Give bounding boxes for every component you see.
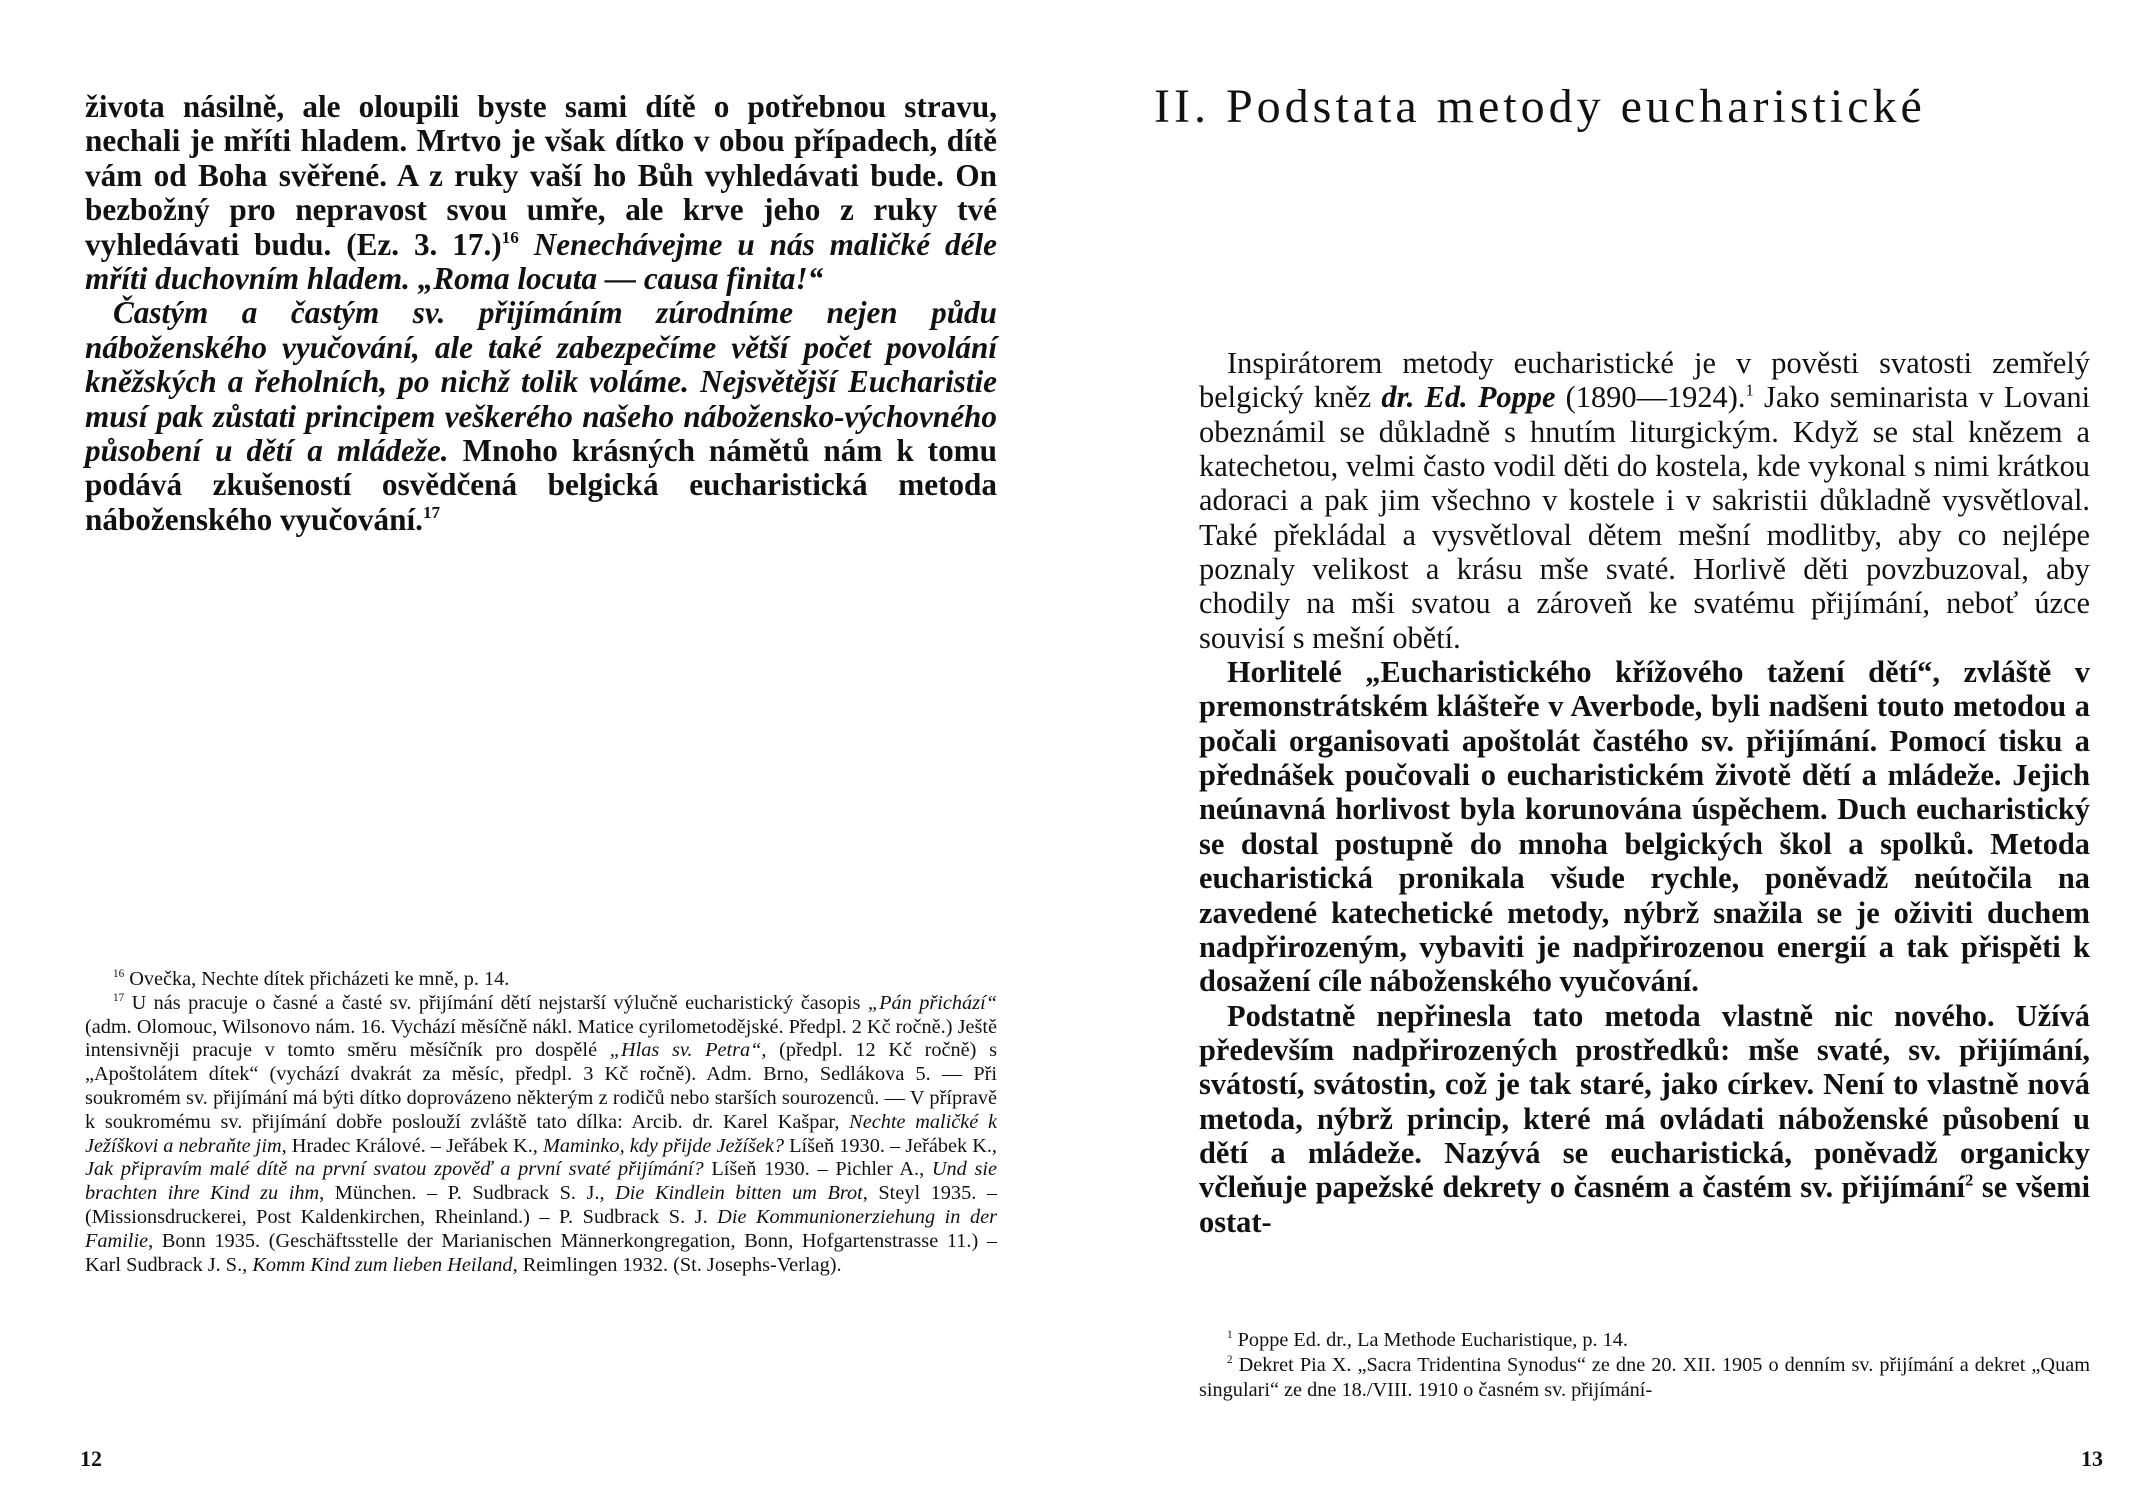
right-paragraph-3: Podstatně nepřinesla tato metoda vlastně nic nového. Užívá především nadpřirozených prostředků: mše svaté, sv. přijímání, svátostí, svátostin, což je tak staré, jako církev. Není to vlastně nová metoda, nýbrž princip, které má ovládati náboženské působení u dětí a mládeže. Nazývá se eucharistická, poněvadž organicky včleňuje papežské dekrety o časném a častém sv. přijímání$^2$ se všemi ostat- xyxy=(1199,998,2091,1239)
right-paragraph-1: Inspirátorem metody eucharistické je v pověsti svatosti zemřelý belgický kněz dr. Ed. Poppe (1890—1924).$^1$ Jako seminarista v Lovani obeznámil se důkladně s hnutím liturgickým. Když se stal knězem a katechetou, velmi často vodil děti do kostela, kde vykonal s nimi krátkou adoraci a pak jim všechno v kostele i v sakristii důkladně vysvětloval. Také překládal a vysvětloval dětem mešní modlitby, aby co nejlépe poznaly velikost a krásu mše svaté. Horlivě děti povzbuzoval, aby chodily na mši svatou a zároveň ke svatému přijímání, neboť úzce souvisí s mešní obětí. xyxy=(1199,346,2091,655)
footnote-16: $^{16}$ Ovečka, Nechte dítek přicházeti ke mně, p. 14. xyxy=(113,968,510,990)
right-page xyxy=(1069,0,2138,1500)
right-footnotes xyxy=(1199,1328,2090,1403)
footnote-17: $^{17}$ U nás pracuje o časné a časté sv. přijímání dětí nejstarší výlučně eucharistický časopis „Pán přichází“ (adm. Olomouc, Wilsonovo nám. 16. Vychází měsíčně nákl. Matice cyrilometodějské. Předpl. 2 Kč ročně.) Ještě intensivněji pracuje v tomto směru měsíčník pro dospělé „Hlas sv. Petra“, (předpl. 12 Kč ročně) s „Apoštolátem dítek“ (vychází dvakrát za měsíc, předpl. 3 Kč ročně). Adm. Brno, Sedlákova 5. — Při soukromém sv. přijímání má býti dítko doprovázeno některým z rodičů nebo starších sourozenců. — V přípravě k soukromému sv. přijímání dobře poslouží zvláště tato dílka: Arcib. dr. Karel Kašpar, Nechte maličké k Ježíškovi a nebraňte jim, Hradec Králové. – Jeřábek K., Maminko, kdy přijde Ježíšek? Líšeň 1930. – Jeřábek K., Jak připravím malé dítě na první svatou zpověď a první svaté přijímání? Líšeň 1930. – Pichler A., Und sie brachten ihre Kind zu ihm, München. – P. Sudbrack S. J., Die Kindlein bitten um Brot, Steyl 1935. – (Missionsdruckerei, Post Kaldenkirchen, Rheinland.) – P. Sudbrack S. J. Die Kommunionerziehung in der Familie, Bonn 1935. (Geschäftsstelle der Marianischen Männerkongregation, Bonn, Hofgartenstrasse 11.) – Karl Sudbrack J. S., Komm Kind zum lieben Heiland, Reimlingen 1932. (St. Josephs-Verlag). xyxy=(85,991,998,1276)
left-body-text xyxy=(85,90,997,537)
footnote-2: $^2$ Dekret Pia X. „Sacra Tridentina Synodus“ ze dne 20. XII. 1905 o denním sv. přijímání a dekret „Quam singulari“ ze dne 18./VIII. 1910 o časném sv. přijímání- xyxy=(1199,1354,2090,1401)
page-number-left: 12 xyxy=(80,1446,102,1471)
page-number-right: 13 xyxy=(2081,1446,2103,1471)
right-paragraph-2: Horlitelé „Eucharistického křížového tažení dětí“, zvláště v premonstrátském klášteře v Averbode, byli nadšeni touto metodou a počali organisovati apoštolát častého sv. přijímání. Pomocí tisku a přednášek poučovali o eucharistickém životě dětí a mládeže. Jejich neúnavná horlivost byla korunována úspěchem. Duch eucharistický se dostal postupně do mnoha belgických škol a spolků. Metoda eucharistická pronikala všude rychle, poněvadž neútočila na zavedené katechetické metody, nýbrž snažila se je oživiti duchem nadpřirozeným, vybaviti je nadpřirozenou energií a tak přispěti k dosažení cíle náboženského vyučování. xyxy=(1199,655,2090,999)
left-footnotes xyxy=(85,968,997,1277)
left-paragraph-2: Častým a častým sv. přijímáním zúrodníme nejen půdu náboženského vyučování, ale také zabezpečíme větší počet povolání kněžských a řeholních, po nichž tolik voláme. Nejsvětější Eucharistie musí pak zůstati principem veškerého našeho nábožensko-výchovného působení u dětí a mládeže. Mnoho krásných námětů nám k tomu podává zkušeností osvědčená belgická eucharistická metoda náboženského vyučování.$^{17}$ xyxy=(85,295,997,537)
chapter-title: II. Podstata metody eucharistické xyxy=(1154,80,1926,133)
left-paragraph-1: života násilně, ale oloupili byste sami dítě o potřebnou stravu, nechali je mříti hladem. Mrtvo je však dítko v obou případech, dítě vám od Boha svěřené. A z ruky vaší ho Bůh vyhledávati bude. On bezbožný pro nepravost svou umře, ale krve jeho z ruky tvé vyhledávati budu. (Ez. 3. 17.)$^{16}$ Nenechávejme u nás maličké déle mříti duchovním hladem. „Roma locuta — causa finita!“ xyxy=(85,89,997,297)
footnote-1: $^1$ Poppe Ed. dr., La Methode Eucharistique, p. 14. xyxy=(1227,1329,1628,1351)
right-body-text xyxy=(1199,346,2090,1239)
